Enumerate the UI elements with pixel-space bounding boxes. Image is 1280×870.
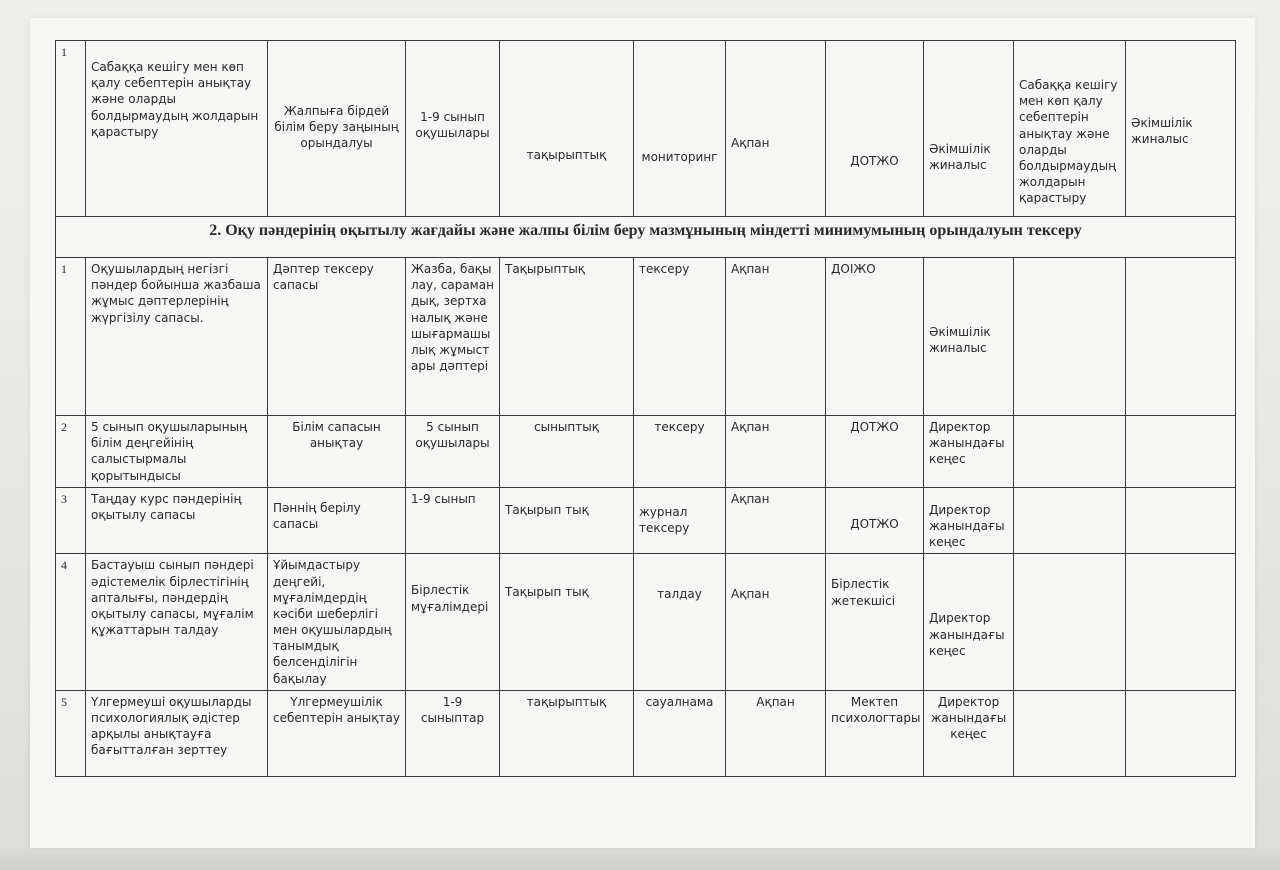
control-object: Бірлестік мұғалімдері: [406, 554, 500, 691]
control-object: Жазба, бақылау, сарамандық, зертханалық және шығармашылық жұмыстары дәптері: [406, 258, 500, 416]
row-number: 1: [56, 258, 86, 416]
control-review: Директор жанындағы кеңес: [924, 416, 1014, 488]
control-decision: [1014, 554, 1126, 691]
control-type: Тақырып тық: [500, 487, 634, 554]
row-number: 2: [56, 416, 86, 488]
control-note: [1126, 554, 1236, 691]
control-decision: [1014, 258, 1126, 416]
control-method: сауалнама: [634, 690, 726, 776]
control-note: [1126, 258, 1236, 416]
control-goal: Пәннің берілу сапасы: [268, 487, 406, 554]
control-object: 1-9 сынып: [406, 487, 500, 554]
row-number: 5: [56, 690, 86, 776]
table-row: [56, 554, 1236, 691]
control-responsible: Бірлестік жетекшісі: [826, 554, 924, 691]
control-note: [1126, 487, 1236, 554]
control-responsible: ДОТЖО: [826, 41, 924, 217]
control-time: Ақпан: [726, 258, 826, 416]
table-row: [56, 690, 1236, 776]
row-number: 3: [56, 487, 86, 554]
control-type: сыныптық: [500, 416, 634, 488]
row-number: 1: [56, 41, 86, 217]
control-goal: Ұйымдастыру деңгейі, мұғалімдердің кәсіби шеберлігі мен оқушылардың танымдық белсенділігін бақылау: [268, 554, 406, 691]
control-review: Директор жанындағы кеңес: [924, 554, 1014, 691]
table-row: [56, 41, 1236, 217]
control-type: тақырыптық: [500, 690, 634, 776]
control-decision: [1014, 487, 1126, 554]
control-plan-table: [55, 40, 1236, 777]
control-decision: Сабаққа кешігу мен көп қалу себептерін анықтау және оларды болдырмаудың жолдарын қарастыру: [1014, 41, 1126, 217]
control-responsible: ДОІЖО: [826, 258, 924, 416]
control-object: 5 сынып оқушылары: [406, 416, 500, 488]
control-note: [1126, 690, 1236, 776]
control-type: тақырыптық: [500, 41, 634, 217]
control-content: Оқушылардың негізгі пәндер бойынша жазбаша жұмыс дәптерлерінің жүргізілу сапасы.: [86, 258, 268, 416]
control-decision: [1014, 690, 1126, 776]
control-time: Ақпан: [726, 487, 826, 554]
control-content: Таңдау курс пәндерінің оқытылу сапасы: [86, 487, 268, 554]
control-review: Директор жанындағы кеңес: [924, 690, 1014, 776]
control-type: Тақырыптық: [500, 258, 634, 416]
control-method: тексеру: [634, 258, 726, 416]
control-responsible: ДОТЖО: [826, 416, 924, 488]
table-row: [56, 487, 1236, 554]
control-decision: [1014, 416, 1126, 488]
control-content: Үлгермеуші оқушыларды психологиялық әдістер арқылы анықтауға бағытталған зерттеу: [86, 690, 268, 776]
control-content: Бастауыш сынып пәндері әдістемелік бірлестігінің апталығы, пәндердің оқытылу сапасы, мұғалім құжаттарын талдау: [86, 554, 268, 691]
control-time: Ақпан: [726, 554, 826, 691]
control-object: 1-9 сынып оқушылары: [406, 41, 500, 217]
control-responsible: Мектеп психологтары: [826, 690, 924, 776]
control-content: 5 сынып оқушыларының білім деңгейінің салыстырмалы қорытындысы: [86, 416, 268, 488]
table-row: [56, 416, 1236, 488]
control-method: тексеру: [634, 416, 726, 488]
control-time: Ақпан: [726, 41, 826, 217]
control-method: журнал тексеру: [634, 487, 726, 554]
control-note: [1126, 416, 1236, 488]
row-number: 4: [56, 554, 86, 691]
control-method: мониторинг: [634, 41, 726, 217]
control-type: Тақырып тық: [500, 554, 634, 691]
table-row: [56, 258, 1236, 416]
control-goal: Білім сапасын анықтау: [268, 416, 406, 488]
control-content: Сабаққа кешігу мен көп қалу себептерін анықтау және оларды болдырмаудың жолдарын қарастыру: [86, 41, 268, 217]
control-review: Директор жанындағы кеңес: [924, 487, 1014, 554]
control-goal: Жалпыға бірдей білім беру заңының орындалуы: [268, 41, 406, 217]
control-time: Ақпан: [726, 690, 826, 776]
control-goal: Үлгермеушілік себептерін анықтау: [268, 690, 406, 776]
control-object: 1-9 сыныптар: [406, 690, 500, 776]
background-surface: [0, 850, 1280, 870]
section-heading-row: [56, 217, 1236, 258]
section-title: 2. Оқу пәндерінің оқытылу жағдайы және жалпы білім беру мазмұнының міндетті минимумының орындалуын тексеру: [56, 217, 1236, 258]
control-method: талдау: [634, 554, 726, 691]
control-goal: Дәптер тексеру сапасы: [268, 258, 406, 416]
control-review: Әкімшілік жиналыс: [924, 258, 1014, 416]
control-review: Әкімшілік жиналыс: [924, 41, 1014, 217]
control-time: Ақпан: [726, 416, 826, 488]
control-responsible: ДОТЖО: [826, 487, 924, 554]
control-note: Әкімшілік жиналыс: [1126, 41, 1236, 217]
